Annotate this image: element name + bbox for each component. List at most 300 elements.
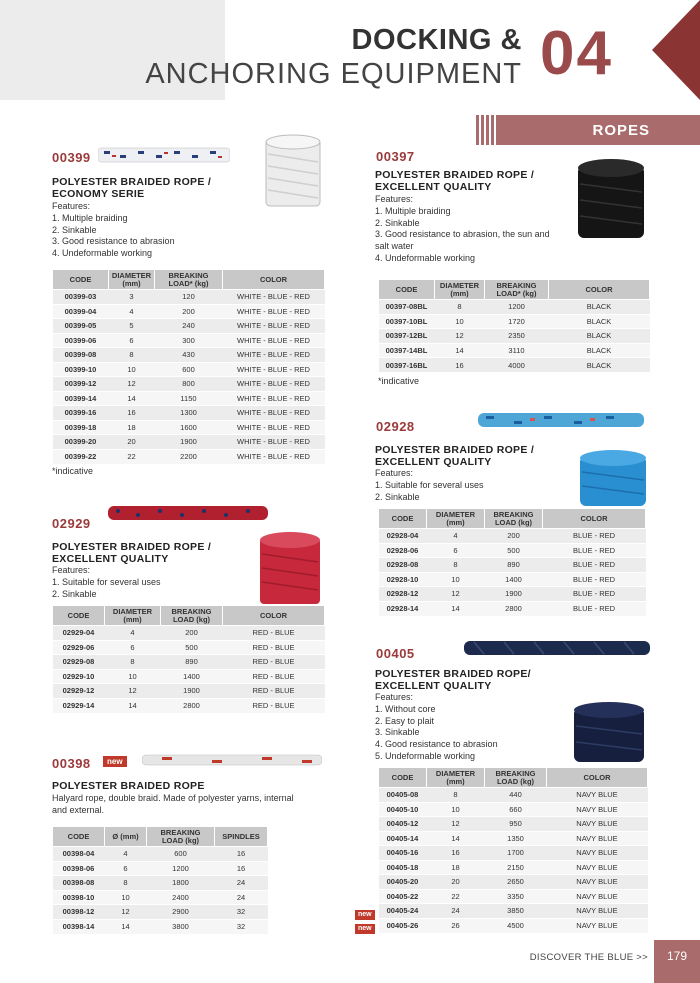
cell-code: 02928-12	[379, 587, 427, 602]
column-header: BREAKING LOAD (kg)	[147, 827, 215, 847]
table-cell: 4	[105, 626, 161, 641]
table-cell: 16	[427, 846, 485, 861]
table-cell: 26	[427, 918, 485, 933]
rope-white-image	[98, 146, 230, 164]
feature-item: salt water	[375, 241, 414, 252]
table-cell: WHITE - BLUE - RED	[223, 406, 325, 421]
column-header: Ø (mm)	[105, 827, 147, 847]
table-cell: 8	[105, 655, 161, 670]
cell-code: 02928-14	[379, 601, 427, 616]
cell-code: 00405-10	[379, 802, 427, 817]
feature-item: 1. Suitable for several uses	[52, 576, 161, 587]
table-cell: 600	[147, 847, 215, 862]
cell-code: 00405-18	[379, 860, 427, 875]
features-list	[52, 565, 161, 600]
cell-code: 00397-14BL	[379, 343, 435, 358]
column-header: CODE	[53, 270, 109, 290]
cell-code: 00398-04	[53, 847, 105, 862]
table-cell: 12	[427, 587, 485, 602]
table-cell: 200	[161, 626, 223, 641]
table-row	[379, 543, 646, 558]
table-row	[379, 314, 650, 329]
column-header: DIAMETER (mm)	[105, 606, 161, 626]
table-row	[53, 348, 325, 363]
column-header: CODE	[379, 280, 435, 300]
table-cell: 800	[155, 377, 223, 392]
product-description	[52, 793, 294, 817]
cell-code: 00398-12	[53, 905, 105, 920]
cell-code: 00405-16	[379, 846, 427, 861]
table-cell: BLUE - RED	[543, 558, 646, 573]
cell-code: 00405-14	[379, 831, 427, 846]
table-cell: 1350	[485, 831, 547, 846]
rope-blue-image	[478, 410, 644, 432]
table-cell: BLUE - RED	[543, 587, 646, 602]
table-cell: WHITE - BLUE - RED	[223, 290, 325, 305]
features-heading: Features:	[52, 565, 91, 575]
product-title-line1: POLYESTER BRAIDED ROPE/	[375, 668, 531, 680]
product-code: 00397	[376, 149, 415, 164]
table-cell: 3110	[485, 343, 549, 358]
spec-table	[52, 269, 325, 464]
table-cell: 500	[485, 543, 543, 558]
table-cell: 4	[427, 529, 485, 544]
cell-code: 00397-08BL	[379, 300, 435, 315]
table-cell: 16	[215, 861, 268, 876]
feature-item: 1. Multiple braiding	[375, 205, 451, 216]
table-cell: 2150	[485, 860, 547, 875]
table-cell: BLACK	[549, 314, 650, 329]
table-cell: 12	[427, 817, 485, 832]
table-cell: RED - BLUE	[223, 640, 325, 655]
table-cell: WHITE - BLUE - RED	[223, 391, 325, 406]
product-title-line2: ECONOMY SERIE	[52, 188, 145, 200]
table-cell: 16	[215, 847, 268, 862]
product-title-line1: POLYESTER BRAIDED ROPE /	[375, 444, 535, 456]
table-cell: 2350	[485, 329, 549, 344]
table-cell: 24	[427, 904, 485, 919]
table-row	[379, 860, 648, 875]
table-cell: NAVY BLUE	[547, 831, 648, 846]
table-cell: WHITE - BLUE - RED	[223, 435, 325, 450]
new-badge: new	[355, 910, 375, 920]
table-row	[379, 358, 650, 373]
cell-code: 00399-16	[53, 406, 109, 421]
table-cell: RED - BLUE	[223, 655, 325, 670]
table-row	[53, 684, 325, 699]
table-cell: 10	[427, 802, 485, 817]
feature-item: 1. Suitable for several uses	[375, 479, 484, 490]
product-title-line2: EXCELLENT QUALITY	[375, 680, 492, 692]
table-row	[53, 319, 325, 334]
table-cell: 5	[109, 319, 155, 334]
table-cell: RED - BLUE	[223, 698, 325, 713]
table-cell: NAVY BLUE	[547, 817, 648, 832]
cell-code: 00399-22	[53, 449, 109, 464]
column-header: COLOR	[223, 606, 325, 626]
cell-code: 00405-24	[379, 904, 427, 919]
cell-code: 00399-05	[53, 319, 109, 334]
table-row	[53, 290, 325, 305]
table-row	[379, 343, 650, 358]
cell-code: 00397-10BL	[379, 314, 435, 329]
table-cell: 22	[427, 889, 485, 904]
rope-blue-spool-image	[576, 448, 650, 510]
table-header-row	[379, 768, 648, 788]
table-row	[379, 601, 646, 616]
table-cell: 8	[105, 876, 147, 891]
rope-black-spool-image	[574, 156, 648, 244]
table-cell: NAVY BLUE	[547, 904, 648, 919]
column-header: DIAMETER (mm)	[109, 270, 155, 290]
table-cell: 3800	[147, 919, 215, 934]
table-row	[53, 406, 325, 421]
table-cell: 300	[155, 333, 223, 348]
table-cell: 4	[109, 304, 155, 319]
cell-code: 02928-08	[379, 558, 427, 573]
table-cell: 4000	[485, 358, 549, 373]
table-cell: 14	[105, 919, 147, 934]
table-cell: 120	[155, 290, 223, 305]
new-badge: new	[103, 756, 127, 767]
table-cell: NAVY BLUE	[547, 846, 648, 861]
table-cell: 2800	[485, 601, 543, 616]
spec-table	[378, 767, 648, 933]
table-cell: 16	[109, 406, 155, 421]
rope-red-image	[108, 504, 268, 522]
rope-navy-spool-image	[570, 700, 648, 766]
table-row	[53, 377, 325, 392]
table-row	[379, 529, 646, 544]
table-cell: 20	[109, 435, 155, 450]
column-header: BREAKING LOAD (kg)	[485, 768, 547, 788]
table-cell: 660	[485, 802, 547, 817]
section-label: ROPES	[496, 115, 700, 145]
table-cell: 1800	[147, 876, 215, 891]
feature-item: 4. Undeformable working	[375, 252, 476, 263]
cell-code: 00399-18	[53, 420, 109, 435]
spec-table	[378, 508, 646, 616]
cell-code: 00405-20	[379, 875, 427, 890]
product-title: POLYESTER BRAIDED ROPE	[52, 780, 205, 792]
table-row	[379, 918, 648, 933]
table-cell: 1900	[155, 435, 223, 450]
table-cell: 4	[105, 847, 147, 862]
table-cell: NAVY BLUE	[547, 788, 648, 803]
product-title	[52, 176, 211, 200]
table-cell: 8	[427, 788, 485, 803]
new-badge: new	[355, 924, 375, 934]
table-cell: 240	[155, 319, 223, 334]
table-row	[53, 333, 325, 348]
table-row	[379, 846, 648, 861]
table-cell: 2800	[161, 698, 223, 713]
product-title-line2: EXCELLENT QUALITY	[375, 456, 492, 468]
cell-code: 00397-16BL	[379, 358, 435, 373]
feature-item: 2. Sinkable	[375, 217, 420, 228]
table-row	[379, 329, 650, 344]
table-cell: 10	[109, 362, 155, 377]
column-header: BREAKING LOAD* (kg)	[485, 280, 549, 300]
cell-code: 02929-12	[53, 684, 105, 699]
feature-item: 2. Sinkable	[52, 588, 97, 599]
table-cell: 10	[105, 890, 147, 905]
table-cell: WHITE - BLUE - RED	[223, 304, 325, 319]
table-row	[379, 817, 648, 832]
table-row	[379, 300, 650, 315]
table-row	[53, 449, 325, 464]
chapter-number: 04	[540, 19, 613, 88]
column-header: SPINDLES	[215, 827, 268, 847]
table-row	[379, 904, 648, 919]
table-cell: 14	[105, 698, 161, 713]
cell-code: 00399-03	[53, 290, 109, 305]
cell-code: 02929-08	[53, 655, 105, 670]
cell-code: 02928-06	[379, 543, 427, 558]
table-cell: 4500	[485, 918, 547, 933]
table-cell: 600	[155, 362, 223, 377]
column-header: CODE	[379, 509, 427, 529]
indicative-note: *indicative	[52, 466, 94, 476]
product-title-line1: POLYESTER BRAIDED ROPE /	[52, 176, 212, 188]
table-cell: 1300	[155, 406, 223, 421]
feature-item: 4. Undeformable working	[52, 248, 153, 259]
table-cell: 1200	[485, 300, 549, 315]
feature-item: 3. Good resistance to abrasion, the sun and	[375, 229, 550, 240]
column-header: BREAKING LOAD (kg)	[485, 509, 543, 529]
page-number: 179	[654, 940, 700, 983]
table-cell: 24	[215, 876, 268, 891]
cell-code: 00405-26	[379, 918, 427, 933]
table-cell: 3850	[485, 904, 547, 919]
cell-code: 00399-12	[53, 377, 109, 392]
table-row	[53, 640, 325, 655]
feature-item: 1. Without core	[375, 703, 436, 714]
table-row	[53, 655, 325, 670]
cell-code: 02929-14	[53, 698, 105, 713]
table-cell: 10	[427, 572, 485, 587]
cell-code: 00399-04	[53, 304, 109, 319]
cell-code: 00405-22	[379, 889, 427, 904]
table-row	[53, 435, 325, 450]
cell-code: 00399-08	[53, 348, 109, 363]
cell-code: 00399-14	[53, 391, 109, 406]
table-row	[53, 626, 325, 641]
product-code: 02928	[376, 419, 415, 434]
column-header: COLOR	[543, 509, 646, 529]
table-cell: 8	[427, 558, 485, 573]
table-row	[53, 876, 268, 891]
product-title	[375, 444, 534, 468]
product-title-line2: EXCELLENT QUALITY	[52, 553, 169, 565]
table-header-row	[379, 509, 646, 529]
cell-code: 00405-08	[379, 788, 427, 803]
table-row	[53, 905, 268, 920]
feature-item: 2. Sinkable	[52, 224, 97, 235]
table-cell: BLACK	[549, 358, 650, 373]
column-header: DIAMETER (mm)	[435, 280, 485, 300]
table-cell: 10	[105, 669, 161, 684]
table-cell: BLACK	[549, 329, 650, 344]
table-cell: 14	[427, 831, 485, 846]
table-cell: NAVY BLUE	[547, 875, 648, 890]
table-cell: 8	[109, 348, 155, 363]
table-cell: 10	[435, 314, 485, 329]
table-cell: BLACK	[549, 343, 650, 358]
table-row	[379, 788, 648, 803]
cell-code: 02929-10	[53, 669, 105, 684]
table-row	[379, 572, 646, 587]
table-cell: BLUE - RED	[543, 543, 646, 558]
table-cell: 12	[105, 684, 161, 699]
table-cell: 1400	[485, 572, 543, 587]
product-title-line2: EXCELLENT QUALITY	[375, 181, 492, 193]
spec-table	[52, 826, 268, 934]
table-cell: 12	[109, 377, 155, 392]
table-cell: BLACK	[549, 300, 650, 315]
rope-white-spool-image	[258, 132, 328, 212]
table-cell: WHITE - BLUE - RED	[223, 348, 325, 363]
rope-red-spool-image	[252, 528, 330, 610]
cell-code: 02929-06	[53, 640, 105, 655]
cell-code: 02928-04	[379, 529, 427, 544]
cell-code: 00399-06	[53, 333, 109, 348]
table-cell: WHITE - BLUE - RED	[223, 449, 325, 464]
table-cell: 1150	[155, 391, 223, 406]
section-stripes	[476, 115, 496, 145]
features-list	[375, 194, 550, 265]
spec-table	[52, 605, 325, 713]
table-cell: 1200	[147, 861, 215, 876]
table-cell: 890	[161, 655, 223, 670]
column-header: COLOR	[549, 280, 650, 300]
features-heading: Features:	[52, 201, 91, 211]
cell-code: 00398-14	[53, 919, 105, 934]
table-cell: 200	[485, 529, 543, 544]
cell-code: 00398-06	[53, 861, 105, 876]
table-cell: 14	[427, 601, 485, 616]
table-cell: 32	[215, 919, 268, 934]
table-cell: 2900	[147, 905, 215, 920]
table-cell: WHITE - BLUE - RED	[223, 362, 325, 377]
column-header: CODE	[53, 827, 105, 847]
table-cell: 6	[109, 333, 155, 348]
table-row	[53, 420, 325, 435]
table-cell: 20	[427, 875, 485, 890]
cell-code: 00405-12	[379, 817, 427, 832]
column-header: COLOR	[547, 768, 648, 788]
table-cell: 3	[109, 290, 155, 305]
table-cell: 8	[435, 300, 485, 315]
table-row	[53, 698, 325, 713]
table-cell: NAVY BLUE	[547, 860, 648, 875]
spec-table	[378, 279, 650, 372]
table-cell: 1900	[485, 587, 543, 602]
feature-item: 1. Multiple braiding	[52, 212, 128, 223]
table-cell: 200	[155, 304, 223, 319]
features-list	[52, 201, 175, 260]
table-row	[53, 391, 325, 406]
table-cell: WHITE - BLUE - RED	[223, 333, 325, 348]
table-cell: 1600	[155, 420, 223, 435]
table-row	[379, 889, 648, 904]
column-header: CODE	[379, 768, 427, 788]
indicative-note: *indicative	[378, 376, 420, 386]
feature-item: 2. Easy to plait	[375, 715, 435, 726]
table-cell: 6	[427, 543, 485, 558]
table-cell: 18	[427, 860, 485, 875]
features-heading: Features:	[375, 194, 414, 204]
table-cell: RED - BLUE	[223, 669, 325, 684]
table-cell: WHITE - BLUE - RED	[223, 420, 325, 435]
table-cell: 32	[215, 905, 268, 920]
table-cell: 14	[109, 391, 155, 406]
table-cell: 12	[105, 905, 147, 920]
product-code: 00398	[52, 756, 91, 771]
column-header: BREAKING LOAD (kg)	[161, 606, 223, 626]
table-header-row	[379, 280, 650, 300]
product-title	[375, 169, 534, 193]
description-line: Halyard rope, double braid. Made of polyester yarns, internal	[52, 793, 294, 803]
table-cell: RED - BLUE	[223, 626, 325, 641]
cell-code: 02929-04	[53, 626, 105, 641]
table-row	[53, 304, 325, 319]
product-title-line1: POLYESTER BRAIDED ROPE /	[375, 169, 535, 181]
table-cell: BLUE - RED	[543, 572, 646, 587]
cell-code: 00397-12BL	[379, 329, 435, 344]
table-cell: BLUE - RED	[543, 529, 646, 544]
table-cell: 6	[105, 861, 147, 876]
cell-code: 00399-20	[53, 435, 109, 450]
cell-code: 02928-10	[379, 572, 427, 587]
features-list	[375, 468, 484, 503]
table-row	[379, 558, 646, 573]
table-row	[53, 362, 325, 377]
description-line: and external.	[52, 804, 105, 815]
table-header-row	[53, 270, 325, 290]
column-header: DIAMETER (mm)	[427, 509, 485, 529]
table-cell: 16	[435, 358, 485, 373]
table-cell: NAVY BLUE	[547, 889, 648, 904]
table-cell: 14	[435, 343, 485, 358]
column-header: CODE	[53, 606, 105, 626]
table-row	[53, 861, 268, 876]
features-heading: Features:	[375, 468, 414, 478]
feature-item: 3. Good resistance to abrasion	[52, 236, 175, 247]
table-row	[53, 919, 268, 934]
feature-item: 2. Sinkable	[375, 491, 420, 502]
table-cell: 1400	[161, 669, 223, 684]
chapter-arrow-icon	[652, 0, 700, 100]
table-cell: 6	[105, 640, 161, 655]
table-row	[379, 587, 646, 602]
product-code: 00399	[52, 150, 91, 165]
cell-code: 00398-10	[53, 890, 105, 905]
table-cell: NAVY BLUE	[547, 802, 648, 817]
table-cell: 22	[109, 449, 155, 464]
column-header: BREAKING LOAD* (kg)	[155, 270, 223, 290]
feature-item: 3. Sinkable	[375, 727, 420, 738]
table-cell: 2400	[147, 890, 215, 905]
column-header: COLOR	[223, 270, 325, 290]
feature-item: 4. Good resistance to abrasion	[375, 739, 498, 750]
rope-halyard-image	[142, 752, 322, 768]
cell-code: 00398-08	[53, 876, 105, 891]
table-row	[53, 890, 268, 905]
column-header: DIAMETER (mm)	[427, 768, 485, 788]
product-title-line1: POLYESTER BRAIDED ROPE /	[52, 541, 212, 553]
table-cell: 18	[109, 420, 155, 435]
